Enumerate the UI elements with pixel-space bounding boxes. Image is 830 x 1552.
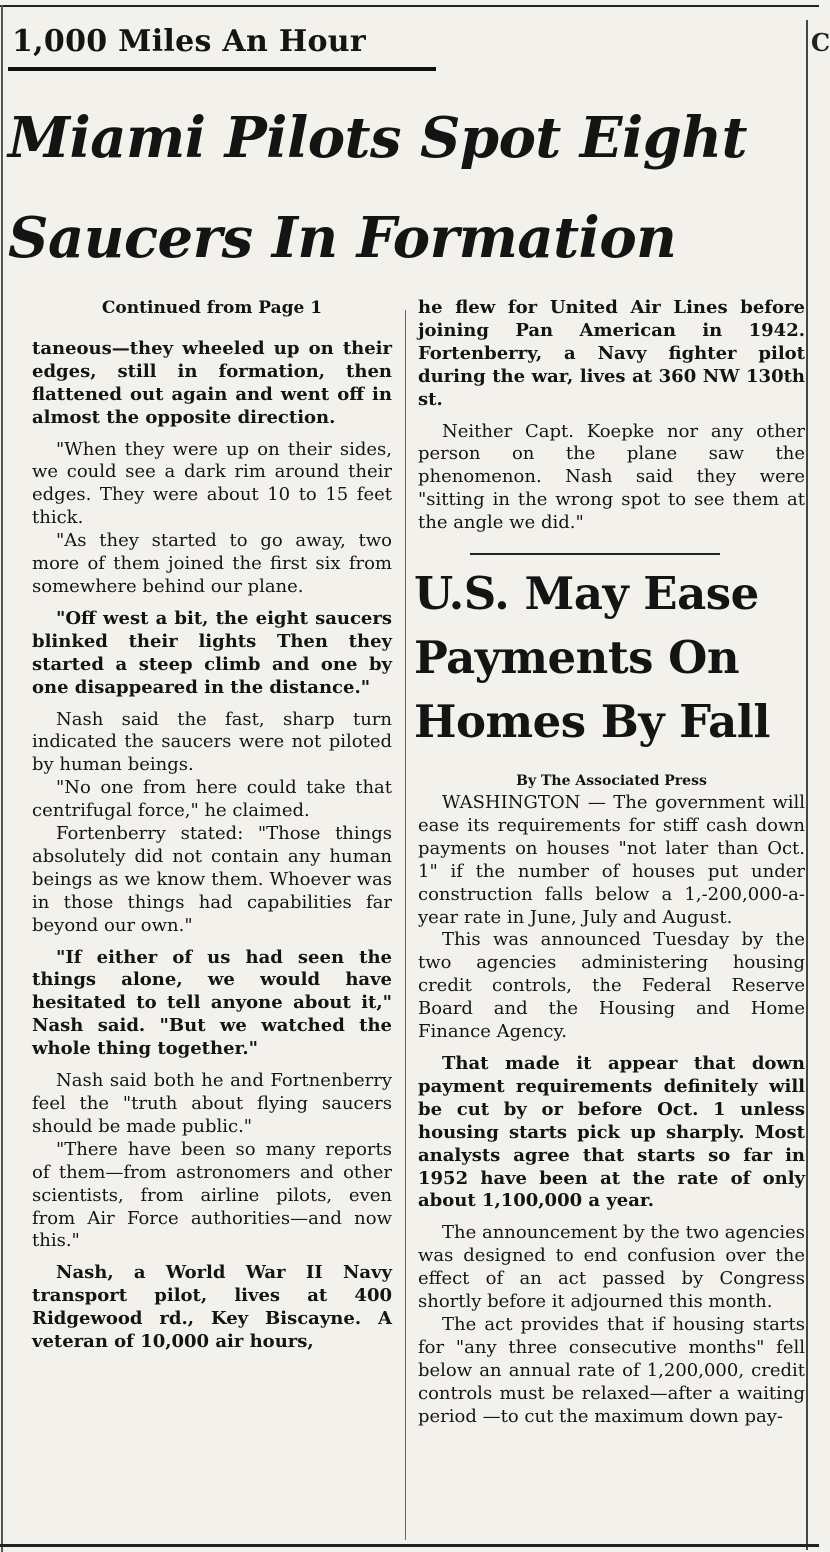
story2-headline-line-1: U.S. May Ease (414, 567, 759, 620)
main-headline (8, 88, 808, 288)
story2-body (418, 770, 805, 1428)
story1-paragraph: taneous—they wheeled up on their edges, still in formation, then flattened out again and went off in almost the opposite direction. (32, 337, 392, 428)
story1-paragraph: "No one from here could take that centrifugal force," he claimed. (32, 777, 392, 822)
story1-paragraph: Nash said the fast, sharp turn indicated the saucers were not piloted by human beings. (32, 708, 392, 776)
bottom-rule (0, 1544, 819, 1547)
adjacent-column-fragment: C (811, 28, 830, 57)
story2-paragraph: WASHINGTON — The government will ease its requirements for stiff cash down payments on houses "not later than Oct. 1" if the number of houses put under construction falls below a 1,-200,000-a-year rate in June, July and August. (418, 792, 805, 928)
left-border-rule (1, 5, 3, 1552)
main-headline-line-2: Saucers In Formation (8, 205, 677, 271)
main-headline-line-1: Miami Pilots Spot Eight (8, 105, 747, 171)
story1-left-column (32, 297, 392, 1354)
story2-paragraph: That made it appear that down payment requirements definitely will be cut by or before Oct. 1 unless housing starts pick up sharply. Most analysts agree that starts so far in 1952 have been at the rate of only about 1,100,000 a year. (418, 1052, 805, 1212)
story1-paragraph: Nash said both he and Fortnenberry feel the "truth about flying saucers should be made public." (32, 1070, 392, 1137)
story2-byline: By The Associated Press (516, 773, 707, 789)
story1-continued-paragraph: Neither Capt. Koepke nor any other person on the plane saw the phenomenon. Nash said they were "sitting in the wrong spot to see them at the angle we did." (418, 420, 805, 534)
kicker-underline (8, 67, 436, 71)
continued-from-line: Continued from Page 1 (101, 298, 323, 318)
column-divider (405, 310, 406, 1540)
story1-continued-paragraph: he flew for United Air Lines before joining Pan American in 1942. Fortenberry, a Navy fighter pilot during the war, lives at 360 NW 130th st. (418, 297, 805, 410)
story1-paragraph: Fortenberry stated: "Those things absolutely did not contain any human beings as we know them. Whoever was in those things had capabilities far beyond our own." (32, 823, 392, 936)
story2-paragraph: The announcement by the two agencies was designed to end confusion over the effect of an act passed by Congress shortly before it adjourned this month. (418, 1222, 805, 1313)
story2-headline-line-3: Homes By Fall (414, 695, 770, 748)
story2-paragraph: The act provides that if housing starts for "any three consecutive months" fell below an annual rate of 1,200,000, credit controls must be relaxed—after a waiting period —to cut the maximum down pay- (418, 1313, 805, 1427)
story1-paragraph: "If either of us had seen the things alone, we would have hesitated to tell anyone about it," Nash said. "But we watched the whole thing together." (32, 946, 392, 1060)
story1-paragraph: "When they were up on their sides, we could see a dark rim around their edges. They were about 10 to 15 feet thick. (32, 438, 392, 529)
story1-paragraph: "Off west a bit, the eight saucers blinked their lights Then they started a steep climb and one by one disappeared in the distance." (32, 607, 392, 698)
right-column (418, 297, 805, 535)
kicker-headline: 1,000 Miles An Hour (12, 24, 367, 59)
story2-headline-line-2: Payments On (414, 631, 740, 684)
story2-headline (414, 562, 809, 754)
story1-paragraph: Nash, a World War II Navy transport pilot, lives at 400 Ridgewood rd., Key Biscayne. A veteran of 10,000 air hours, (32, 1262, 392, 1353)
story-separator-rule (470, 553, 720, 555)
story1-paragraph: "There have been so many reports of them—from astronomers and other scientists, from airline pilots, even from Air Force authorities—and now this." (32, 1138, 392, 1252)
story1-paragraph: "As they started to go away, two more of them joined the first six from somewhere behind our plane. (32, 530, 392, 597)
story2-paragraph: This was announced Tuesday by the two agencies administering housing credit controls, the Federal Reserve Board and the Housing and Home Finance Agency. (418, 929, 805, 1043)
top-rule (0, 5, 819, 7)
